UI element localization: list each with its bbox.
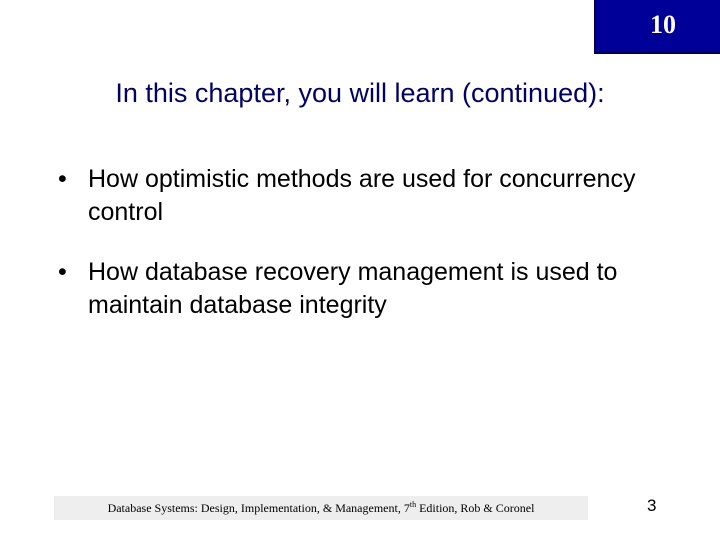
page-number: 3 <box>647 496 657 515</box>
bullet-icon: • <box>58 165 67 193</box>
footer-superscript: th <box>409 500 417 509</box>
bullet-text: How optimistic methods are used for concurrency control <box>88 165 636 226</box>
bullet-text: How database recovery management is used to maintain database integrity <box>88 258 618 319</box>
footer-text-end: Edition, Rob & Coronel <box>416 501 535 515</box>
bullet-icon: • <box>58 258 67 286</box>
chapter-badge <box>594 0 720 54</box>
bullet-item <box>58 256 678 322</box>
bullet-list <box>58 163 678 349</box>
footer-text <box>108 500 535 516</box>
footer-citation <box>54 496 588 520</box>
bullet-item <box>58 163 678 229</box>
chapter-number: 10 <box>650 10 676 39</box>
slide-title: In this chapter, you will learn (continued): <box>115 78 605 108</box>
footer-text-main: Database Systems: Design, Implementation, & Management, 7 <box>107 501 410 515</box>
